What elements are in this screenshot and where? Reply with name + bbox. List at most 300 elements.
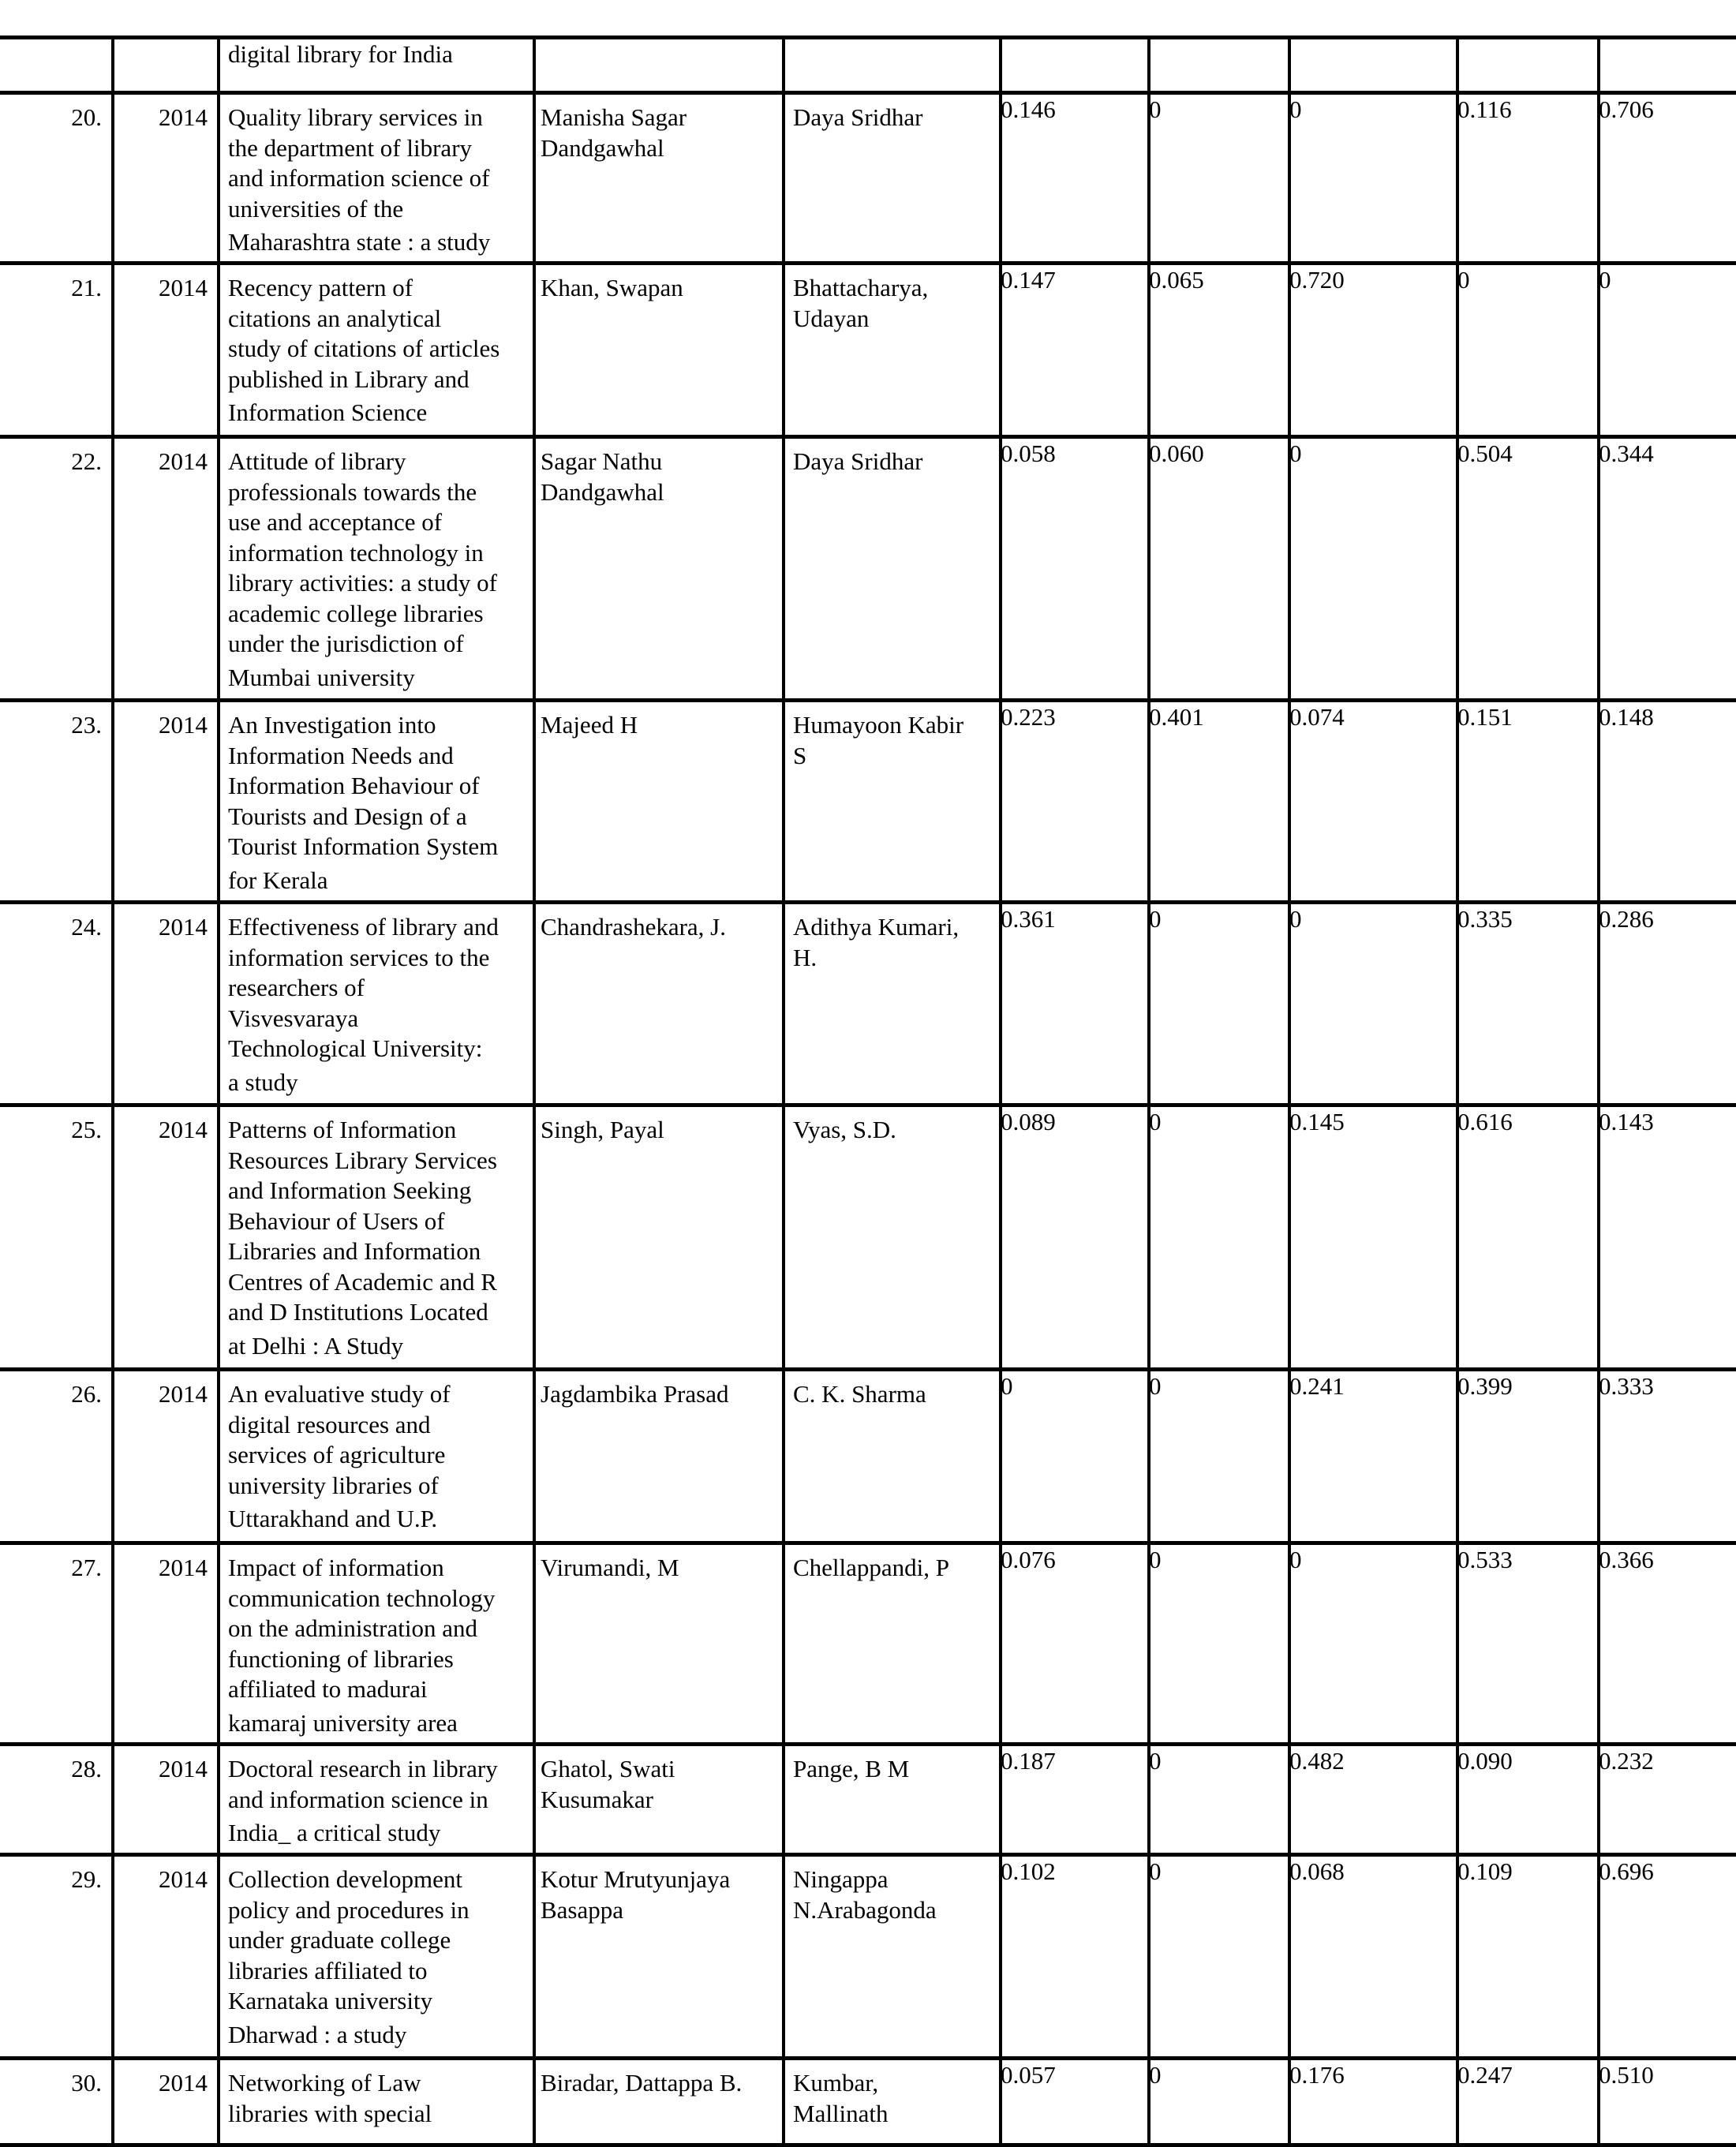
metric-value: 0: [1289, 905, 1302, 933]
title-line: Uttarakhand and U.P.: [228, 1505, 438, 1532]
value-cell: [1001, 2059, 1149, 2145]
title-line: universities of the: [228, 194, 404, 223]
value-cell: [1289, 1105, 1457, 1370]
value-cell: [1599, 1105, 1736, 1370]
supervisor-name-line: Daya Sridhar: [793, 447, 923, 475]
metric-value: 0.223: [1001, 703, 1056, 731]
researcher-cell: [534, 1543, 784, 1745]
supervisor-cell: [784, 1745, 1001, 1855]
serial-number: 24.: [71, 913, 102, 941]
value-cell: [1599, 1543, 1736, 1745]
supervisor-cell: [784, 437, 1001, 701]
year-cell: [113, 1105, 219, 1370]
metric-value: 0.504: [1457, 439, 1513, 467]
metric-value: 0.057: [1001, 2061, 1056, 2089]
supervisor-name-line: Bhattacharya,: [793, 274, 929, 301]
year-value: 2014: [159, 913, 208, 941]
metric-value: 0.616: [1457, 1108, 1513, 1135]
researcher-name-line: Kusumakar: [541, 1785, 653, 1813]
researcher-cell: [534, 903, 784, 1105]
supervisor-name-line: Ningappa: [793, 1865, 889, 1893]
title-line: Impact of information: [228, 1554, 444, 1581]
serial-cell: [0, 1105, 113, 1370]
table-row: [0, 264, 1736, 437]
metric-value: 0.333: [1599, 1372, 1654, 1400]
value-cell: [1149, 93, 1289, 264]
title-line: Mumbai university: [228, 663, 415, 691]
metric-value: 0.116: [1457, 95, 1512, 123]
value-cell: [1457, 1370, 1599, 1543]
value-cell: [1599, 701, 1736, 903]
value-cell: [1001, 1370, 1149, 1543]
table-row: [0, 1543, 1736, 1745]
value-cell: [1149, 2059, 1289, 2145]
title-line: use and acceptance of: [228, 508, 443, 536]
title-line: Information Needs and: [228, 741, 454, 769]
value-cell: [1457, 1543, 1599, 1745]
value-cell: [1289, 437, 1457, 701]
title-line: information services to the: [228, 943, 490, 971]
title-cell: [219, 701, 534, 903]
table-row: [0, 437, 1736, 701]
title-line: An Investigation into: [228, 711, 436, 739]
metric-value: 0.361: [1001, 905, 1056, 933]
supervisor-name-line: Kumbar,: [793, 2069, 879, 2097]
title-line: Visvesvaraya: [228, 1004, 359, 1032]
title-line: library activities: a study of: [228, 569, 497, 597]
year-value: 2014: [159, 1116, 208, 1143]
title-line: published in Library and: [228, 365, 470, 393]
metric-value: 0.146: [1001, 95, 1056, 123]
title-line: on the administration and: [228, 1614, 477, 1642]
title-cell: [219, 1105, 534, 1370]
title-line: Quality library services in: [228, 103, 483, 131]
researcher-cell: [534, 1370, 784, 1543]
researcher-name-line: Basappa: [541, 1895, 624, 1924]
metric-value: 0.145: [1289, 1108, 1345, 1135]
table-row: [0, 1370, 1736, 1543]
title-line: Technological University:: [228, 1034, 483, 1062]
metric-value: 0.696: [1599, 1857, 1654, 1885]
value-cell: [1001, 701, 1149, 903]
researcher-cell: [534, 93, 784, 264]
metric-value: 0.241: [1289, 1372, 1345, 1400]
title-line: Information Behaviour of: [228, 772, 480, 799]
value-cell: [1289, 2059, 1457, 2145]
title-line: Information Science: [228, 398, 428, 426]
title-line: Resources Library Services: [228, 1146, 497, 1174]
serial-number: 22.: [71, 447, 102, 475]
title-line: and Information Seeking: [228, 1176, 472, 1204]
title-line: researchers of: [228, 974, 365, 1001]
title-cell: [219, 1745, 534, 1855]
title-line: Patterns of Information: [228, 1116, 457, 1143]
value-cell: [1149, 1105, 1289, 1370]
researcher-name-line: Dandgawhal: [541, 133, 664, 162]
title-line: and information science of: [228, 164, 490, 192]
researcher-name-line: Majeed H: [541, 711, 638, 739]
researcher-cell: [534, 701, 784, 903]
researcher-name-line: Ghatol, Swati: [541, 1755, 675, 1782]
serial-number: 27.: [71, 1554, 102, 1581]
metric-value: 0: [1149, 1857, 1162, 1885]
title-line: India_ a critical study: [228, 1819, 441, 1846]
researcher-name-line: Sagar Nathu: [541, 447, 663, 475]
value-cell: [1457, 38, 1599, 93]
table-row: [0, 1745, 1736, 1855]
title-line: Behaviour of Users of: [228, 1206, 445, 1235]
year-cell: [113, 38, 219, 93]
metric-value: 0: [1457, 266, 1470, 294]
researcher-cell: [534, 437, 784, 701]
supervisor-name-line: S: [793, 741, 807, 769]
value-cell: [1149, 437, 1289, 701]
value-cell: [1599, 1370, 1736, 1543]
table-row: [0, 2059, 1736, 2145]
supervisor-name-line: Chellappandi, P: [793, 1554, 950, 1581]
researcher-cell: [534, 1745, 784, 1855]
title-line: Karnataka university: [228, 1987, 433, 2014]
title-line: under the jurisdiction of: [228, 630, 464, 657]
researcher-cell: [534, 1855, 784, 2059]
researcher-name-line: Khan, Swapan: [541, 274, 683, 301]
serial-number: 20.: [71, 103, 102, 131]
supervisor-cell: [784, 38, 1001, 93]
supervisor-cell: [784, 1855, 1001, 2059]
table-row: [0, 903, 1736, 1105]
metric-value: 0.399: [1457, 1372, 1513, 1400]
metric-value: 0.074: [1289, 703, 1345, 731]
metric-value: 0.344: [1599, 439, 1654, 467]
value-cell: [1457, 264, 1599, 437]
metric-value: 0.060: [1149, 439, 1204, 467]
table-row: [0, 93, 1736, 264]
thesis-data-table: [0, 36, 1736, 2147]
value-cell: [1457, 1105, 1599, 1370]
title-cell: [219, 1855, 534, 2059]
serial-number: 23.: [71, 711, 102, 739]
value-cell: [1149, 1370, 1289, 1543]
supervisor-name-line: Vyas, S.D.: [793, 1116, 896, 1143]
value-cell: [1001, 437, 1149, 701]
title-line: Tourists and Design of a: [228, 802, 467, 830]
metric-value: 0.176: [1289, 2061, 1345, 2089]
title-line: digital resources and: [228, 1410, 431, 1438]
table-row: [0, 701, 1736, 903]
serial-number: 29.: [71, 1865, 102, 1893]
serial-number: 25.: [71, 1116, 102, 1143]
title-cell: [219, 264, 534, 437]
value-cell: [1599, 903, 1736, 1105]
title-line: Networking of Law: [228, 2069, 421, 2097]
title-line: academic college libraries: [228, 599, 484, 627]
metric-value: 0.286: [1599, 905, 1654, 933]
supervisor-name-line: H.: [793, 943, 817, 971]
title-line: policy and procedures in: [228, 1895, 470, 1924]
metric-value: 0: [1289, 1546, 1302, 1573]
supervisor-name-line: C. K. Sharma: [793, 1380, 926, 1408]
value-cell: [1001, 264, 1149, 437]
researcher-name-line: Jagdambika Prasad: [541, 1380, 729, 1408]
serial-number: 30.: [71, 2069, 102, 2097]
serial-number: 21.: [71, 274, 102, 301]
metric-value: 0.143: [1599, 1108, 1654, 1135]
year-cell: [113, 437, 219, 701]
serial-cell: [0, 2059, 113, 2145]
year-value: 2014: [159, 274, 208, 301]
supervisor-cell: [784, 2059, 1001, 2145]
table-row: [0, 1105, 1736, 1370]
supervisor-name-line: Humayoon Kabir: [793, 711, 964, 739]
title-line: a study: [228, 1068, 298, 1096]
researcher-name-line: Manisha Sagar: [541, 103, 687, 131]
value-cell: [1289, 1745, 1457, 1855]
table-row: [0, 1855, 1736, 2059]
year-cell: [113, 1543, 219, 1745]
title-cell: [219, 437, 534, 701]
year-cell: [113, 1370, 219, 1543]
supervisor-name-line: Adithya Kumari,: [793, 913, 960, 941]
continuation-row: [0, 38, 1736, 93]
value-cell: [1001, 1543, 1149, 1745]
metric-value: 0.247: [1457, 2061, 1513, 2089]
metric-value: 0: [1289, 439, 1302, 467]
value-cell: [1289, 1543, 1457, 1745]
title-line: information technology in: [228, 538, 484, 567]
supervisor-cell: [784, 903, 1001, 1105]
title-line: Doctoral research in library: [228, 1755, 498, 1782]
title-cell: [219, 38, 534, 93]
title-line: Effectiveness of library and: [228, 913, 499, 941]
supervisor-cell: [784, 1105, 1001, 1370]
title-line: Dharwad : a study: [228, 2020, 407, 2048]
serial-cell: [0, 437, 113, 701]
value-cell: [1599, 264, 1736, 437]
value-cell: [1457, 903, 1599, 1105]
supervisor-cell: [784, 1370, 1001, 1543]
value-cell: [1599, 93, 1736, 264]
year-value: 2014: [159, 1380, 208, 1408]
serial-number: 28.: [71, 1755, 102, 1782]
metric-value: 0.401: [1149, 703, 1204, 731]
serial-cell: [0, 701, 113, 903]
value-cell: [1149, 701, 1289, 903]
year-cell: [113, 701, 219, 903]
value-cell: [1289, 38, 1457, 93]
metric-value: 0.089: [1001, 1108, 1056, 1135]
value-cell: [1599, 38, 1736, 93]
value-cell: [1457, 2059, 1599, 2145]
title-line: professionals towards the: [228, 477, 477, 506]
year-cell: [113, 264, 219, 437]
supervisor-cell: [784, 264, 1001, 437]
metric-value: 0.147: [1001, 266, 1056, 294]
value-cell: [1599, 1745, 1736, 1855]
title-line: Recency pattern of: [228, 274, 413, 301]
title-cell: [219, 2059, 534, 2145]
researcher-cell: [534, 38, 784, 93]
researcher-cell: [534, 264, 784, 437]
year-value: 2014: [159, 103, 208, 131]
title-line: Attitude of library: [228, 447, 406, 475]
value-cell: [1289, 701, 1457, 903]
value-cell: [1457, 1855, 1599, 2059]
researcher-cell: [534, 1105, 784, 1370]
year-value: 2014: [159, 1554, 208, 1581]
value-cell: [1001, 903, 1149, 1105]
year-cell: [113, 903, 219, 1105]
title-cell: [219, 903, 534, 1105]
metric-value: 0: [1149, 1747, 1162, 1775]
value-cell: [1001, 93, 1149, 264]
year-cell: [113, 93, 219, 264]
value-cell: [1001, 1105, 1149, 1370]
metric-value: 0.335: [1457, 905, 1513, 933]
year-value: 2014: [159, 1865, 208, 1893]
year-cell: [113, 2059, 219, 2145]
title-cell: [219, 1543, 534, 1745]
researcher-name-line: Biradar, Dattappa B.: [541, 2069, 743, 2097]
title-line: Libraries and Information: [228, 1237, 481, 1265]
metric-value: 0.720: [1289, 266, 1345, 294]
metric-value: 0: [1149, 1372, 1162, 1400]
metric-value: 0.102: [1001, 1857, 1056, 1885]
metric-value: 0.366: [1599, 1546, 1654, 1573]
value-cell: [1149, 903, 1289, 1105]
supervisor-name-line: Pange, B M: [793, 1755, 910, 1782]
metric-value: 0: [1001, 1372, 1013, 1400]
year-value: 2014: [159, 2069, 208, 2097]
serial-cell: [0, 1855, 113, 2059]
title-line: citations an analytical: [228, 304, 442, 332]
serial-number: 26.: [71, 1380, 102, 1408]
supervisor-name-line: Mallinath: [793, 2099, 889, 2127]
title-line: the department of library: [228, 133, 473, 162]
metric-value: 0.482: [1289, 1747, 1345, 1775]
year-value: 2014: [159, 1755, 208, 1782]
title-line: functioning of libraries: [228, 1644, 454, 1673]
supervisor-name-line: Udayan: [793, 304, 870, 332]
supervisor-name-line: N.Arabagonda: [793, 1895, 937, 1924]
title-line: kamaraj university area: [228, 1708, 458, 1737]
metric-value: 0.090: [1457, 1747, 1513, 1775]
value-cell: [1149, 38, 1289, 93]
serial-cell: [0, 1543, 113, 1745]
year-cell: [113, 1855, 219, 2059]
value-cell: [1001, 1745, 1149, 1855]
value-cell: [1149, 264, 1289, 437]
metric-value: 0.068: [1289, 1857, 1345, 1885]
researcher-name-line: Virumandi, M: [541, 1554, 679, 1581]
metric-value: 0.533: [1457, 1546, 1513, 1573]
year-value: 2014: [159, 711, 208, 739]
title-line: Centres of Academic and R: [228, 1267, 497, 1296]
year-cell: [113, 1745, 219, 1855]
serial-cell: [0, 1370, 113, 1543]
researcher-cell: [534, 2059, 784, 2145]
title-line: Maharashtra state : a study: [228, 228, 491, 256]
title-line: An evaluative study of: [228, 1380, 451, 1408]
metric-value: 0.058: [1001, 439, 1056, 467]
serial-cell: [0, 38, 113, 93]
value-cell: [1289, 93, 1457, 264]
title-line: libraries affiliated to: [228, 1956, 428, 1984]
metric-value: 0: [1289, 95, 1302, 123]
value-cell: [1149, 1543, 1289, 1745]
title-text: digital library for India: [228, 40, 453, 68]
value-cell: [1457, 701, 1599, 903]
value-cell: [1599, 437, 1736, 701]
title-line: services of agriculture: [228, 1441, 446, 1468]
value-cell: [1599, 2059, 1736, 2145]
value-cell: [1289, 264, 1457, 437]
metric-value: 0: [1149, 1546, 1162, 1573]
metric-value: 0: [1149, 905, 1162, 933]
value-cell: [1599, 1855, 1736, 2059]
supervisor-cell: [784, 1543, 1001, 1745]
title-line: Collection development: [228, 1865, 463, 1893]
title-line: and information science in: [228, 1785, 488, 1813]
serial-cell: [0, 1745, 113, 1855]
metric-value: 0.706: [1599, 95, 1654, 123]
title-line: university libraries of: [228, 1471, 439, 1499]
value-cell: [1289, 1855, 1457, 2059]
metric-value: 0: [1149, 95, 1162, 123]
title-cell: [219, 1370, 534, 1543]
title-line: Tourist Information System: [228, 832, 499, 860]
title-line: at Delhi : A Study: [228, 1331, 404, 1360]
value-cell: [1289, 1370, 1457, 1543]
researcher-name-line: Singh, Payal: [541, 1116, 664, 1143]
researcher-name-line: Chandrashekara, J.: [541, 913, 726, 941]
title-cell: [219, 93, 534, 264]
supervisor-cell: [784, 93, 1001, 264]
metric-value: 0.109: [1457, 1857, 1513, 1885]
serial-cell: [0, 93, 113, 264]
metric-value: 0.065: [1149, 266, 1204, 294]
value-cell: [1001, 1855, 1149, 2059]
title-line: study of citations of articles: [228, 335, 500, 362]
serial-cell: [0, 903, 113, 1105]
metric-value: 0.187: [1001, 1747, 1056, 1775]
value-cell: [1001, 38, 1149, 93]
value-cell: [1149, 1745, 1289, 1855]
value-cell: [1457, 93, 1599, 264]
title-line: for Kerala: [228, 866, 328, 894]
serial-cell: [0, 264, 113, 437]
researcher-name-line: Kotur Mrutyunjaya: [541, 1865, 731, 1893]
metric-value: 0.148: [1599, 703, 1654, 731]
value-cell: [1457, 437, 1599, 701]
value-cell: [1289, 903, 1457, 1105]
value-cell: [1457, 1745, 1599, 1855]
title-line: and D Institutions Located: [228, 1298, 488, 1326]
year-value: 2014: [159, 447, 208, 475]
metric-value: 0.076: [1001, 1546, 1056, 1573]
metric-value: 0: [1149, 2061, 1162, 2089]
value-cell: [1149, 1855, 1289, 2059]
metric-value: 0: [1149, 1108, 1162, 1135]
researcher-name-line: Dandgawhal: [541, 477, 664, 506]
supervisor-cell: [784, 701, 1001, 903]
title-line: communication technology: [228, 1584, 496, 1612]
metric-value: 0.232: [1599, 1747, 1654, 1775]
metric-value: 0.510: [1599, 2061, 1654, 2089]
title-line: affiliated to madurai: [228, 1675, 428, 1703]
title-line: under graduate college: [228, 1926, 451, 1954]
supervisor-name-line: Daya Sridhar: [793, 103, 923, 131]
metric-value: 0.151: [1457, 703, 1513, 731]
